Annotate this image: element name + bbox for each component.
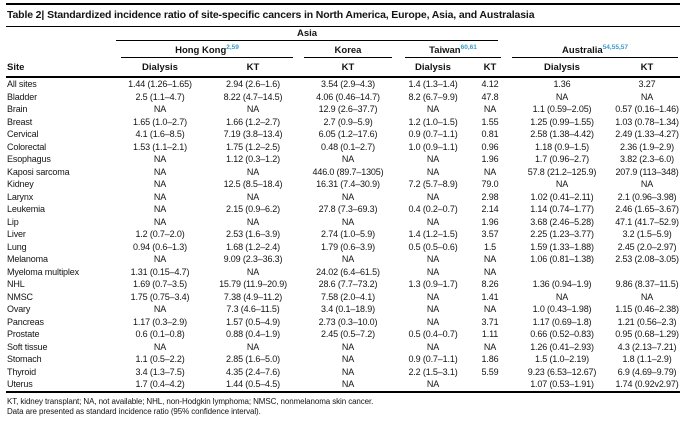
col-header-taiwan-dialysis: Dialysis — [396, 58, 470, 77]
footnote-abbreviations: KT, kidney transplant; NA, not available; NHL, non-Hodgkin lymphoma; NMSC, nonmelanoma skin cancer. — [7, 396, 374, 406]
value-cell: 1.1 (0.59–2.05) — [532, 104, 592, 115]
value-cell: 0.9 (0.7–1.1) — [408, 129, 458, 140]
value-cell: NA — [153, 204, 167, 215]
value-cell: NA — [341, 216, 355, 227]
table-header — [6, 27, 680, 77]
value-cell: 1.75 (1.2–2.5) — [226, 141, 280, 152]
value-cell: 3.71 — [481, 316, 499, 327]
footnote-presentation: Data are presented as standard incidence ratio (95% confidence interval). — [7, 407, 261, 417]
value-cell: 2.98 — [481, 191, 499, 202]
site-cell: Stomach — [7, 354, 42, 365]
table-row — [6, 378, 680, 392]
value-cell: 28.6 (7.7–73.2) — [318, 279, 378, 290]
value-cell: 1.12 (0.3–1.2) — [226, 154, 280, 165]
value-cell: 1.06 (0.81–1.38) — [530, 254, 594, 265]
value-cell: 1.41 — [481, 291, 499, 302]
group-label: Australia — [562, 45, 603, 57]
value-cell: 446.0 (89.7–1305) — [312, 166, 384, 177]
site-cell: Melanoma — [7, 254, 48, 265]
value-cell: 4.06 (0.46–14.7) — [316, 91, 380, 102]
site-cell: Colorectal — [7, 141, 47, 152]
value-cell: 2.94 (2.6–1.6) — [226, 79, 280, 90]
value-cell: 1.96 — [481, 154, 499, 165]
value-cell: 27.8 (7.3–69.3) — [318, 204, 378, 215]
group-label: Hong Kong — [175, 45, 227, 57]
value-cell: 1.53 (1.1–2.1) — [133, 141, 187, 152]
value-cell: 207.9 (113–348) — [615, 166, 679, 177]
site-cell: Cervical — [7, 129, 39, 140]
value-cell — [614, 266, 680, 279]
table-row — [6, 291, 680, 304]
value-cell: 1.69 (0.7–3.5) — [133, 279, 187, 290]
table-number: Table 2| — [7, 9, 45, 21]
value-cell: 1.74 (0.92v2.97) — [614, 378, 680, 392]
table-row — [6, 228, 680, 241]
value-cell: 0.88 (0.4–1.9) — [226, 329, 280, 340]
value-cell: 24.02 (6.4–61.5) — [316, 266, 380, 277]
site-cell: Breast — [7, 116, 33, 127]
table-row — [6, 266, 680, 279]
value-cell: 5.59 — [481, 366, 499, 377]
value-cell: 9.23 (6.53–12.67) — [527, 366, 597, 377]
value-cell: 1.5 (1.0–2.19) — [535, 354, 589, 365]
value-cell: 6.05 (1.2–17.6) — [318, 129, 378, 140]
value-cell: NA — [426, 316, 440, 327]
value-cell: 1.03 (0.78–1.34) — [615, 116, 679, 127]
value-cell: 47.8 — [481, 91, 499, 102]
value-cell: 7.19 (3.8–13.4) — [223, 129, 283, 140]
site-cell: Myeloma multiplex — [7, 266, 79, 277]
value-cell: 16.31 (7.4–30.9) — [316, 179, 380, 190]
value-cell: NA — [483, 341, 497, 352]
site-cell: Ovary — [7, 304, 31, 315]
value-cell: 6.9 (4.69–9.79) — [617, 366, 677, 377]
value-cell: NA — [153, 341, 167, 352]
value-cell: 1.3 (0.9–1.7) — [408, 279, 458, 290]
value-cell: 1.4 (1.3–1.4) — [408, 79, 458, 90]
value-cell: 7.2 (5.7–8.9) — [408, 179, 458, 190]
col-header-site: Site — [6, 58, 114, 77]
sir-table — [6, 27, 680, 393]
table-row — [6, 191, 680, 204]
value-cell: 0.48 (0.1–2.7) — [321, 141, 375, 152]
value-cell: NA — [396, 378, 470, 392]
value-cell: 1.21 (0.56–2.3) — [617, 316, 677, 327]
site-cell: Lip — [7, 216, 19, 227]
value-cell: NA — [341, 154, 355, 165]
table-footnotes — [6, 393, 680, 418]
value-cell: 2.73 (0.3–10.0) — [318, 316, 378, 327]
value-cell: 2.25 (1.23–3.77) — [530, 229, 594, 240]
value-cell: NA — [246, 341, 260, 352]
value-cell: 2.85 (1.6–5.0) — [226, 354, 280, 365]
table-title-text: Standardized incidence ratio of site-specific cancers in North America, Europe, Asia, and Australasia — [47, 9, 535, 21]
table-row — [6, 303, 680, 316]
table-row — [6, 166, 680, 179]
value-cell: NA — [426, 154, 440, 165]
table-row — [6, 141, 680, 154]
table-row — [6, 366, 680, 379]
site-cell: Uterus — [6, 378, 114, 392]
value-cell: NA — [483, 304, 497, 315]
value-cell: 0.5 (0.4–0.7) — [408, 329, 458, 340]
site-cell: Kidney — [7, 179, 34, 190]
citation-superscript: 54,55,57 — [602, 44, 628, 51]
value-cell: 1.07 (0.53–1.91) — [510, 378, 614, 392]
value-cell: 12.5 (8.5–18.4) — [223, 179, 283, 190]
value-cell: 0.57 (0.16–1.46) — [615, 104, 679, 115]
site-cell: Thyroid — [7, 366, 36, 377]
citation-superscript: 60,61 — [460, 44, 477, 51]
value-cell: NA — [426, 104, 440, 115]
site-cell: NMSC — [7, 291, 33, 302]
value-cell: NA — [153, 166, 167, 177]
value-cell: 1.1 (0.5–2.2) — [135, 354, 185, 365]
site-cell: Soft tissue — [7, 341, 48, 352]
value-cell: NA — [341, 191, 355, 202]
value-cell: NA — [555, 91, 569, 102]
site-cell: Bladder — [7, 91, 37, 102]
asia-label: Asia — [296, 28, 318, 39]
value-cell: 8.2 (6.7–9.9) — [408, 91, 458, 102]
value-cell: NA — [555, 291, 569, 302]
value-cell: 2.2 (1.5–3.1) — [408, 366, 458, 377]
col-header-hk-dialysis: Dialysis — [114, 58, 206, 77]
value-cell: 2.53 (2.08–3.05) — [615, 254, 679, 265]
value-cell: NA — [483, 166, 497, 177]
value-cell: 1.66 (1.2–2.7) — [226, 116, 280, 127]
value-cell: NA — [246, 104, 260, 115]
value-cell: 4.1 (1.6–8.5) — [135, 129, 185, 140]
table-body — [6, 77, 680, 392]
site-cell: NHL — [7, 279, 25, 290]
value-cell: NA — [426, 266, 440, 277]
value-cell: 4.12 — [481, 79, 499, 90]
value-cell: 1.2 (0.7–2.0) — [135, 229, 185, 240]
table-row — [6, 91, 680, 104]
value-cell: 3.2 (1.5–5.9) — [622, 229, 672, 240]
value-cell: NA — [426, 191, 440, 202]
value-cell: 4.35 (2.4–7.6) — [226, 366, 280, 377]
value-cell: 9.09 (2.3–36.3) — [223, 254, 283, 265]
value-cell: 1.15 (0.46–2.38) — [615, 304, 679, 315]
value-cell: 1.7 (0.96–2.7) — [535, 154, 589, 165]
value-cell: 2.46 (1.65–3.67) — [615, 204, 679, 215]
value-cell: NA — [246, 191, 260, 202]
value-cell: 2.74 (1.0–5.9) — [321, 229, 375, 240]
value-cell: 1.26 (0.41–2.93) — [530, 341, 594, 352]
value-cell: 1.44 (0.5–4.5) — [206, 378, 300, 392]
value-cell: NA — [426, 166, 440, 177]
value-cell: 7.58 (2.0–4.1) — [321, 291, 375, 302]
value-cell: NA — [153, 254, 167, 265]
modality-header-row — [6, 58, 680, 77]
value-cell: 0.9 (0.7–1.1) — [408, 354, 458, 365]
value-cell: 1.31 (0.15–4.7) — [130, 266, 190, 277]
table-row — [6, 253, 680, 266]
site-cell: Brain — [7, 104, 28, 115]
value-cell: 3.54 (2.9–4.3) — [321, 79, 375, 90]
value-cell: NA — [483, 104, 497, 115]
col-header-taiwan-kt: KT — [470, 58, 510, 77]
table-row — [6, 116, 680, 129]
value-cell: NA — [483, 266, 497, 277]
spacer-cell — [510, 27, 680, 41]
group-header-hong-kong — [114, 41, 300, 58]
value-cell: 3.4 (0.1–18.9) — [321, 304, 375, 315]
value-cell: 1.36 (0.94–1.9) — [532, 279, 592, 290]
value-cell: 1.02 (0.41–2.11) — [530, 191, 594, 202]
value-cell: 47.1 (41.7–52.9) — [615, 216, 679, 227]
value-cell: 1.2 (1.0–1.5) — [408, 116, 458, 127]
value-cell: 0.66 (0.52–0.83) — [530, 329, 594, 340]
value-cell: 1.8 (1.1–2.9) — [622, 354, 672, 365]
value-cell: 0.95 (0.68–1.29) — [615, 329, 679, 340]
region-spanner-row — [6, 27, 680, 41]
site-cell: Prostate — [7, 329, 40, 340]
value-cell: NA — [426, 291, 440, 302]
value-cell: 1.36 — [553, 79, 571, 90]
value-cell: 1.57 (0.5–4.9) — [226, 316, 280, 327]
col-header-hk-kt: KT — [206, 58, 300, 77]
site-cell: All sites — [7, 79, 37, 90]
value-cell: NA — [640, 291, 654, 302]
site-cell: Pancreas — [7, 316, 44, 327]
table-row — [6, 77, 680, 91]
value-cell: 1.7 (0.4–4.2) — [114, 378, 206, 392]
site-cell: Kaposi sarcoma — [7, 166, 70, 177]
value-cell: 2.58 (1.38–4.42) — [530, 129, 594, 140]
value-cell: 3.82 (2.3–6.0) — [620, 154, 674, 165]
group-header-taiwan — [396, 41, 510, 58]
table-row — [6, 341, 680, 354]
citation-superscript: 2,59 — [226, 44, 239, 51]
value-cell: NA — [426, 254, 440, 265]
group-header-korea — [300, 41, 396, 58]
value-cell: 3.57 — [481, 229, 499, 240]
value-cell — [470, 378, 510, 392]
table-row — [6, 241, 680, 254]
value-cell: 2.14 — [481, 204, 499, 215]
value-cell: NA — [341, 254, 355, 265]
site-cell: Liver — [7, 229, 26, 240]
value-cell: 1.18 (0.9–1.5) — [535, 141, 589, 152]
value-cell: NA — [640, 179, 654, 190]
value-cell: 9.86 (8.37–11.5) — [615, 279, 679, 290]
value-cell: NA — [246, 216, 260, 227]
value-cell — [510, 266, 614, 279]
col-header-australia-kt: KT — [614, 58, 680, 77]
value-cell: 3.68 (2.46–5.28) — [530, 216, 594, 227]
value-cell: 0.94 (0.6–1.3) — [133, 241, 187, 252]
site-cell: Lung — [7, 241, 27, 252]
table-row — [6, 103, 680, 116]
col-header-korea-kt: KT — [300, 58, 396, 77]
col-header-australia-dialysis: Dialysis — [510, 58, 614, 77]
table-row — [6, 153, 680, 166]
value-cell: 1.4 (1.2–1.5) — [408, 229, 458, 240]
group-label: Taiwan — [429, 45, 461, 57]
value-cell: 1.79 (0.6–3.9) — [321, 241, 375, 252]
value-cell: 2.36 (1.9–2.9) — [620, 141, 674, 152]
value-cell: 2.53 (1.6–3.9) — [226, 229, 280, 240]
value-cell: NA — [640, 91, 654, 102]
value-cell: 1.96 — [481, 216, 499, 227]
site-cell: Leukemia — [7, 204, 45, 215]
value-cell: 1.65 (1.0–2.7) — [133, 116, 187, 127]
value-cell: NA — [153, 216, 167, 227]
value-cell: 1.0 (0.9–1.1) — [408, 141, 458, 152]
region-spanner-asia — [114, 27, 510, 41]
value-cell: 8.26 — [481, 279, 499, 290]
value-cell: 2.45 (0.5–7.2) — [321, 329, 375, 340]
value-cell: 7.38 (4.9–11.2) — [223, 291, 283, 302]
value-cell: 2.5 (1.1–4.7) — [135, 91, 185, 102]
value-cell: NA — [246, 166, 260, 177]
table-row — [6, 178, 680, 191]
spacer-cell — [6, 41, 114, 58]
value-cell: NA — [426, 216, 440, 227]
value-cell: 12.9 (2.6–37.7) — [318, 104, 378, 115]
value-cell: 2.7 (0.9–5.9) — [323, 116, 373, 127]
value-cell: NA — [426, 304, 440, 315]
value-cell: 0.5 (0.5–0.6) — [408, 241, 458, 252]
value-cell: 1.68 (1.2–2.4) — [226, 241, 280, 252]
value-cell: 8.22 (4.7–14.5) — [223, 91, 283, 102]
value-cell: 7.3 (4.6–11.5) — [226, 304, 280, 315]
site-cell: Larynx — [7, 191, 34, 202]
value-cell: 3.4 (1.3–7.5) — [135, 366, 185, 377]
value-cell: 79.0 — [481, 179, 499, 190]
table-row — [6, 316, 680, 329]
value-cell: 1.17 (0.3–2.9) — [133, 316, 187, 327]
table-row — [6, 128, 680, 141]
value-cell: 0.4 (0.2–0.7) — [408, 204, 458, 215]
value-cell: 1.25 (0.99–1.55) — [530, 116, 594, 127]
value-cell: 2.49 (1.33–4.27) — [615, 129, 679, 140]
value-cell: NA — [341, 366, 355, 377]
site-cell: Esophagus — [7, 154, 51, 165]
value-cell: NA — [426, 341, 440, 352]
value-cell: NA — [555, 179, 569, 190]
value-cell: 1.17 (0.69–1.8) — [532, 316, 592, 327]
value-cell: 1.75 (0.75–3.4) — [130, 291, 190, 302]
table-row — [6, 278, 680, 291]
value-cell: 3.27 — [638, 79, 656, 90]
value-cell: 1.86 — [481, 354, 499, 365]
value-cell: 2.1 (0.96–3.98) — [617, 191, 677, 202]
table-row — [6, 216, 680, 229]
value-cell: 0.81 — [481, 129, 499, 140]
table-row — [6, 328, 680, 341]
value-cell: NA — [300, 378, 396, 392]
spacer-cell — [6, 27, 114, 41]
group-header-australia — [510, 41, 680, 58]
value-cell: NA — [341, 354, 355, 365]
table-row — [6, 203, 680, 216]
table-title — [6, 5, 680, 27]
value-cell: 57.8 (21.2–125.9) — [527, 166, 597, 177]
table-row — [6, 353, 680, 366]
value-cell: 1.55 — [481, 116, 499, 127]
value-cell: 1.59 (1.33–1.88) — [530, 241, 594, 252]
value-cell: 4.3 (2.13–7.21) — [617, 341, 677, 352]
value-cell: 1.14 (0.74–1.77) — [530, 204, 594, 215]
value-cell: NA — [483, 254, 497, 265]
value-cell: 0.96 — [481, 141, 499, 152]
value-cell: NA — [153, 191, 167, 202]
value-cell: NA — [246, 266, 260, 277]
value-cell: NA — [153, 154, 167, 165]
value-cell: 1.5 — [483, 241, 497, 252]
value-cell: NA — [341, 341, 355, 352]
value-cell: NA — [153, 179, 167, 190]
value-cell: 0.6 (0.1–0.8) — [135, 329, 185, 340]
value-cell: 2.45 (2.0–2.97) — [617, 241, 677, 252]
group-label: Korea — [334, 45, 362, 57]
value-cell: 1.44 (1.26–1.65) — [128, 79, 192, 90]
value-cell: 15.79 (11.9–20.9) — [219, 279, 287, 290]
value-cell: 1.0 (0.43–1.98) — [532, 304, 592, 315]
value-cell: NA — [153, 104, 167, 115]
value-cell: 1.11 — [481, 329, 499, 340]
value-cell: NA — [153, 304, 167, 315]
country-group-row — [6, 41, 680, 58]
value-cell: 2.15 (0.9–6.2) — [226, 204, 280, 215]
